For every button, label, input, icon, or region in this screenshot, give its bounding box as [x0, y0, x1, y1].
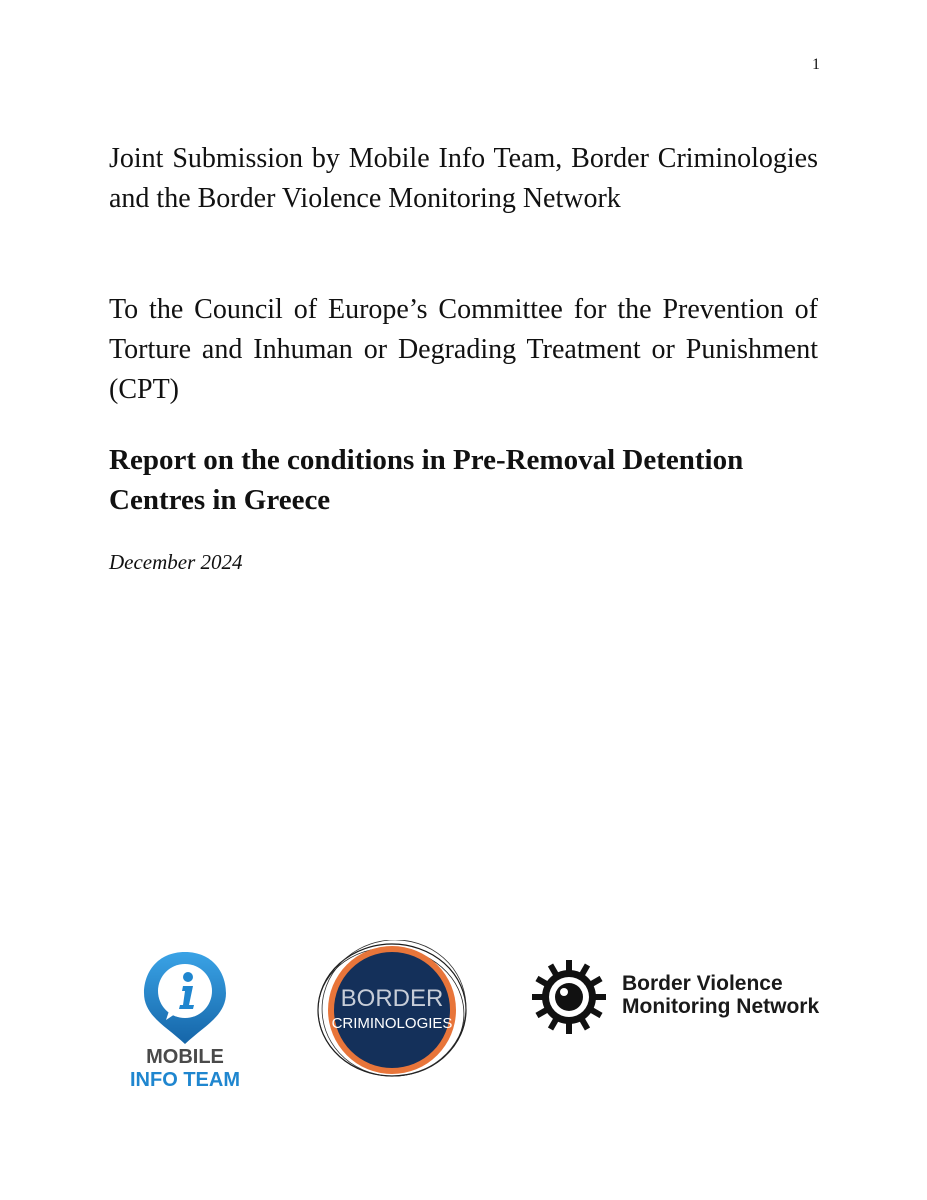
page-number: 1: [812, 56, 820, 73]
addressee-statement: To the Council of Europe’s Committee for the Prevention of Torture and Inhuman or Degrading Treatment or Punishment (CPT): [109, 294, 818, 405]
submission-statement: Joint Submission by Mobile Info Team, Border Criminologies and the Border Violence Monitoring Network: [109, 143, 818, 214]
mit-line2: INFO TEAM: [130, 1069, 240, 1091]
bc-line2: CRIMINOLOGIES: [331, 1015, 453, 1032]
mit-line1: MOBILE: [146, 1046, 224, 1068]
info-pin-icon: [130, 948, 240, 1098]
border-criminologies-logo: [315, 940, 470, 1080]
bc-line1: BORDER: [340, 985, 444, 1012]
eye-cog-icon: [530, 958, 608, 1036]
bvmn-line1: Border Violence: [622, 972, 783, 995]
report-date: December 2024: [109, 550, 243, 574]
mobile-info-team-logo: [130, 948, 240, 1098]
report-title: Report on the conditions in Pre-Removal Detention Centres in Greece: [109, 444, 744, 516]
bvmn-logo: [530, 958, 850, 1038]
bvmn-line2: Monitoring Network: [622, 995, 820, 1018]
